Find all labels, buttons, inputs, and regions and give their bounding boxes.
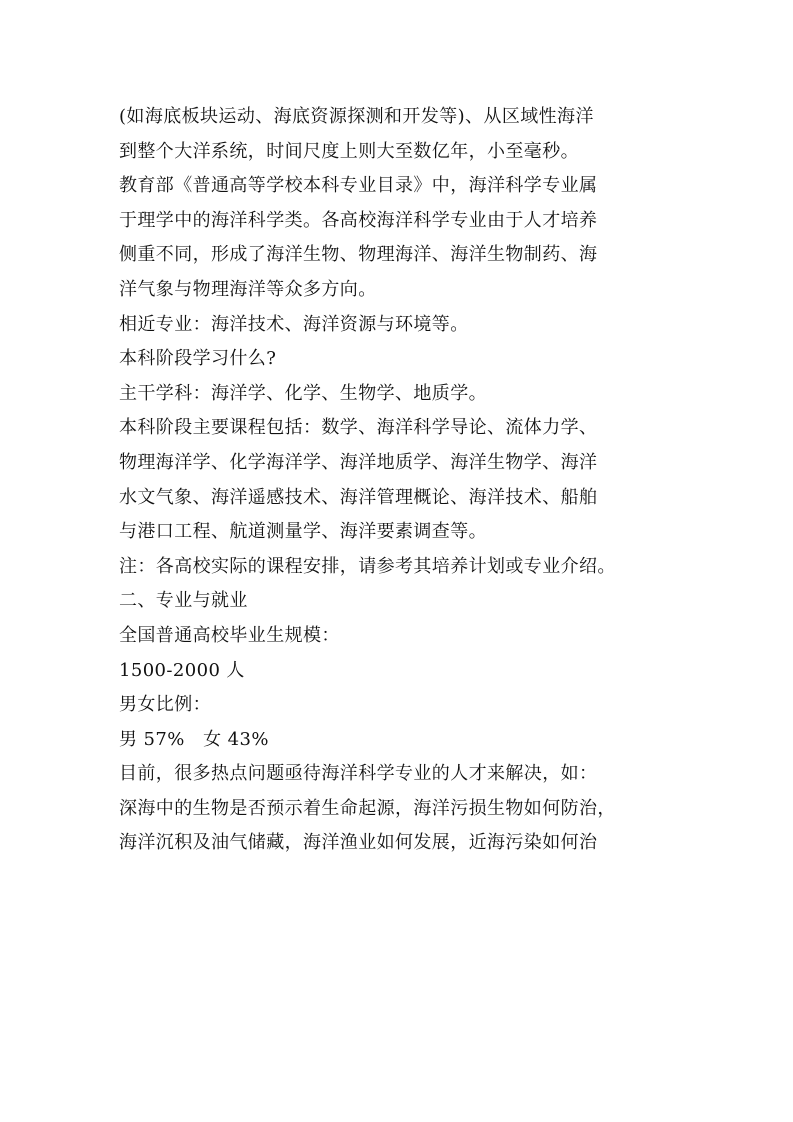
text-line: 水文气象、海洋遥感技术、海洋管理概论、海洋技术、船舶: [119, 486, 598, 508]
text-line: 男女比例：: [119, 694, 211, 716]
note-line: 注：各高校实际的课程安排，请参考其培养计划或专业介绍。: [119, 555, 616, 577]
text-line: 本科阶段主要课程包括：数学、海洋科学导论、流体力学、: [119, 417, 598, 439]
text-line: 侧重不同，形成了海洋生物、物理海洋、海洋生物制药、海: [119, 244, 598, 266]
text-line: 全国普通高校毕业生规模：: [119, 624, 340, 646]
section-question: 本科阶段学习什么?: [119, 348, 277, 370]
text-line: 深海中的生物是否预示着生命起源，海洋污损生物如何防治，: [119, 797, 616, 819]
text-line: 相近专业：海洋技术、海洋资源与环境等。: [119, 313, 469, 335]
gender-ratio-value: 男 57% 女 43%: [119, 728, 269, 750]
text-line: 洋气象与物理海洋等众多方向。: [119, 278, 377, 300]
text-line: 主干学科：海洋学、化学、生物学、地质学。: [119, 382, 487, 404]
text-line: 目前，很多热点问题亟待海洋科学专业的人才来解决，如：: [119, 763, 598, 785]
graduate-scale-value: 1500-2000 人: [119, 659, 245, 681]
text-line: 物理海洋学、化学海洋学、海洋地质学、海洋生物学、海洋: [119, 451, 598, 473]
text-line: 于理学中的海洋科学类。各高校海洋科学专业由于人才培养: [119, 209, 598, 231]
text-line: 与港口工程、航道测量学、海洋要素调查等。: [119, 521, 487, 543]
body-text: [119, 100, 679, 861]
text-line: 教育部《普通高等学校本科专业目录》中，海洋科学专业属: [119, 175, 598, 197]
text-line: 海洋沉积及油气储藏，海洋渔业如何发展，近海污染如何治: [119, 832, 598, 854]
text-line: (如海底板块运动、海底资源探测和开发等)、从区域性海洋: [119, 106, 594, 127]
text-line: 到整个大洋系统，时间尺度上则大至数亿年，小至毫秒。: [119, 140, 579, 162]
section-heading: 二、专业与就业: [119, 590, 248, 612]
